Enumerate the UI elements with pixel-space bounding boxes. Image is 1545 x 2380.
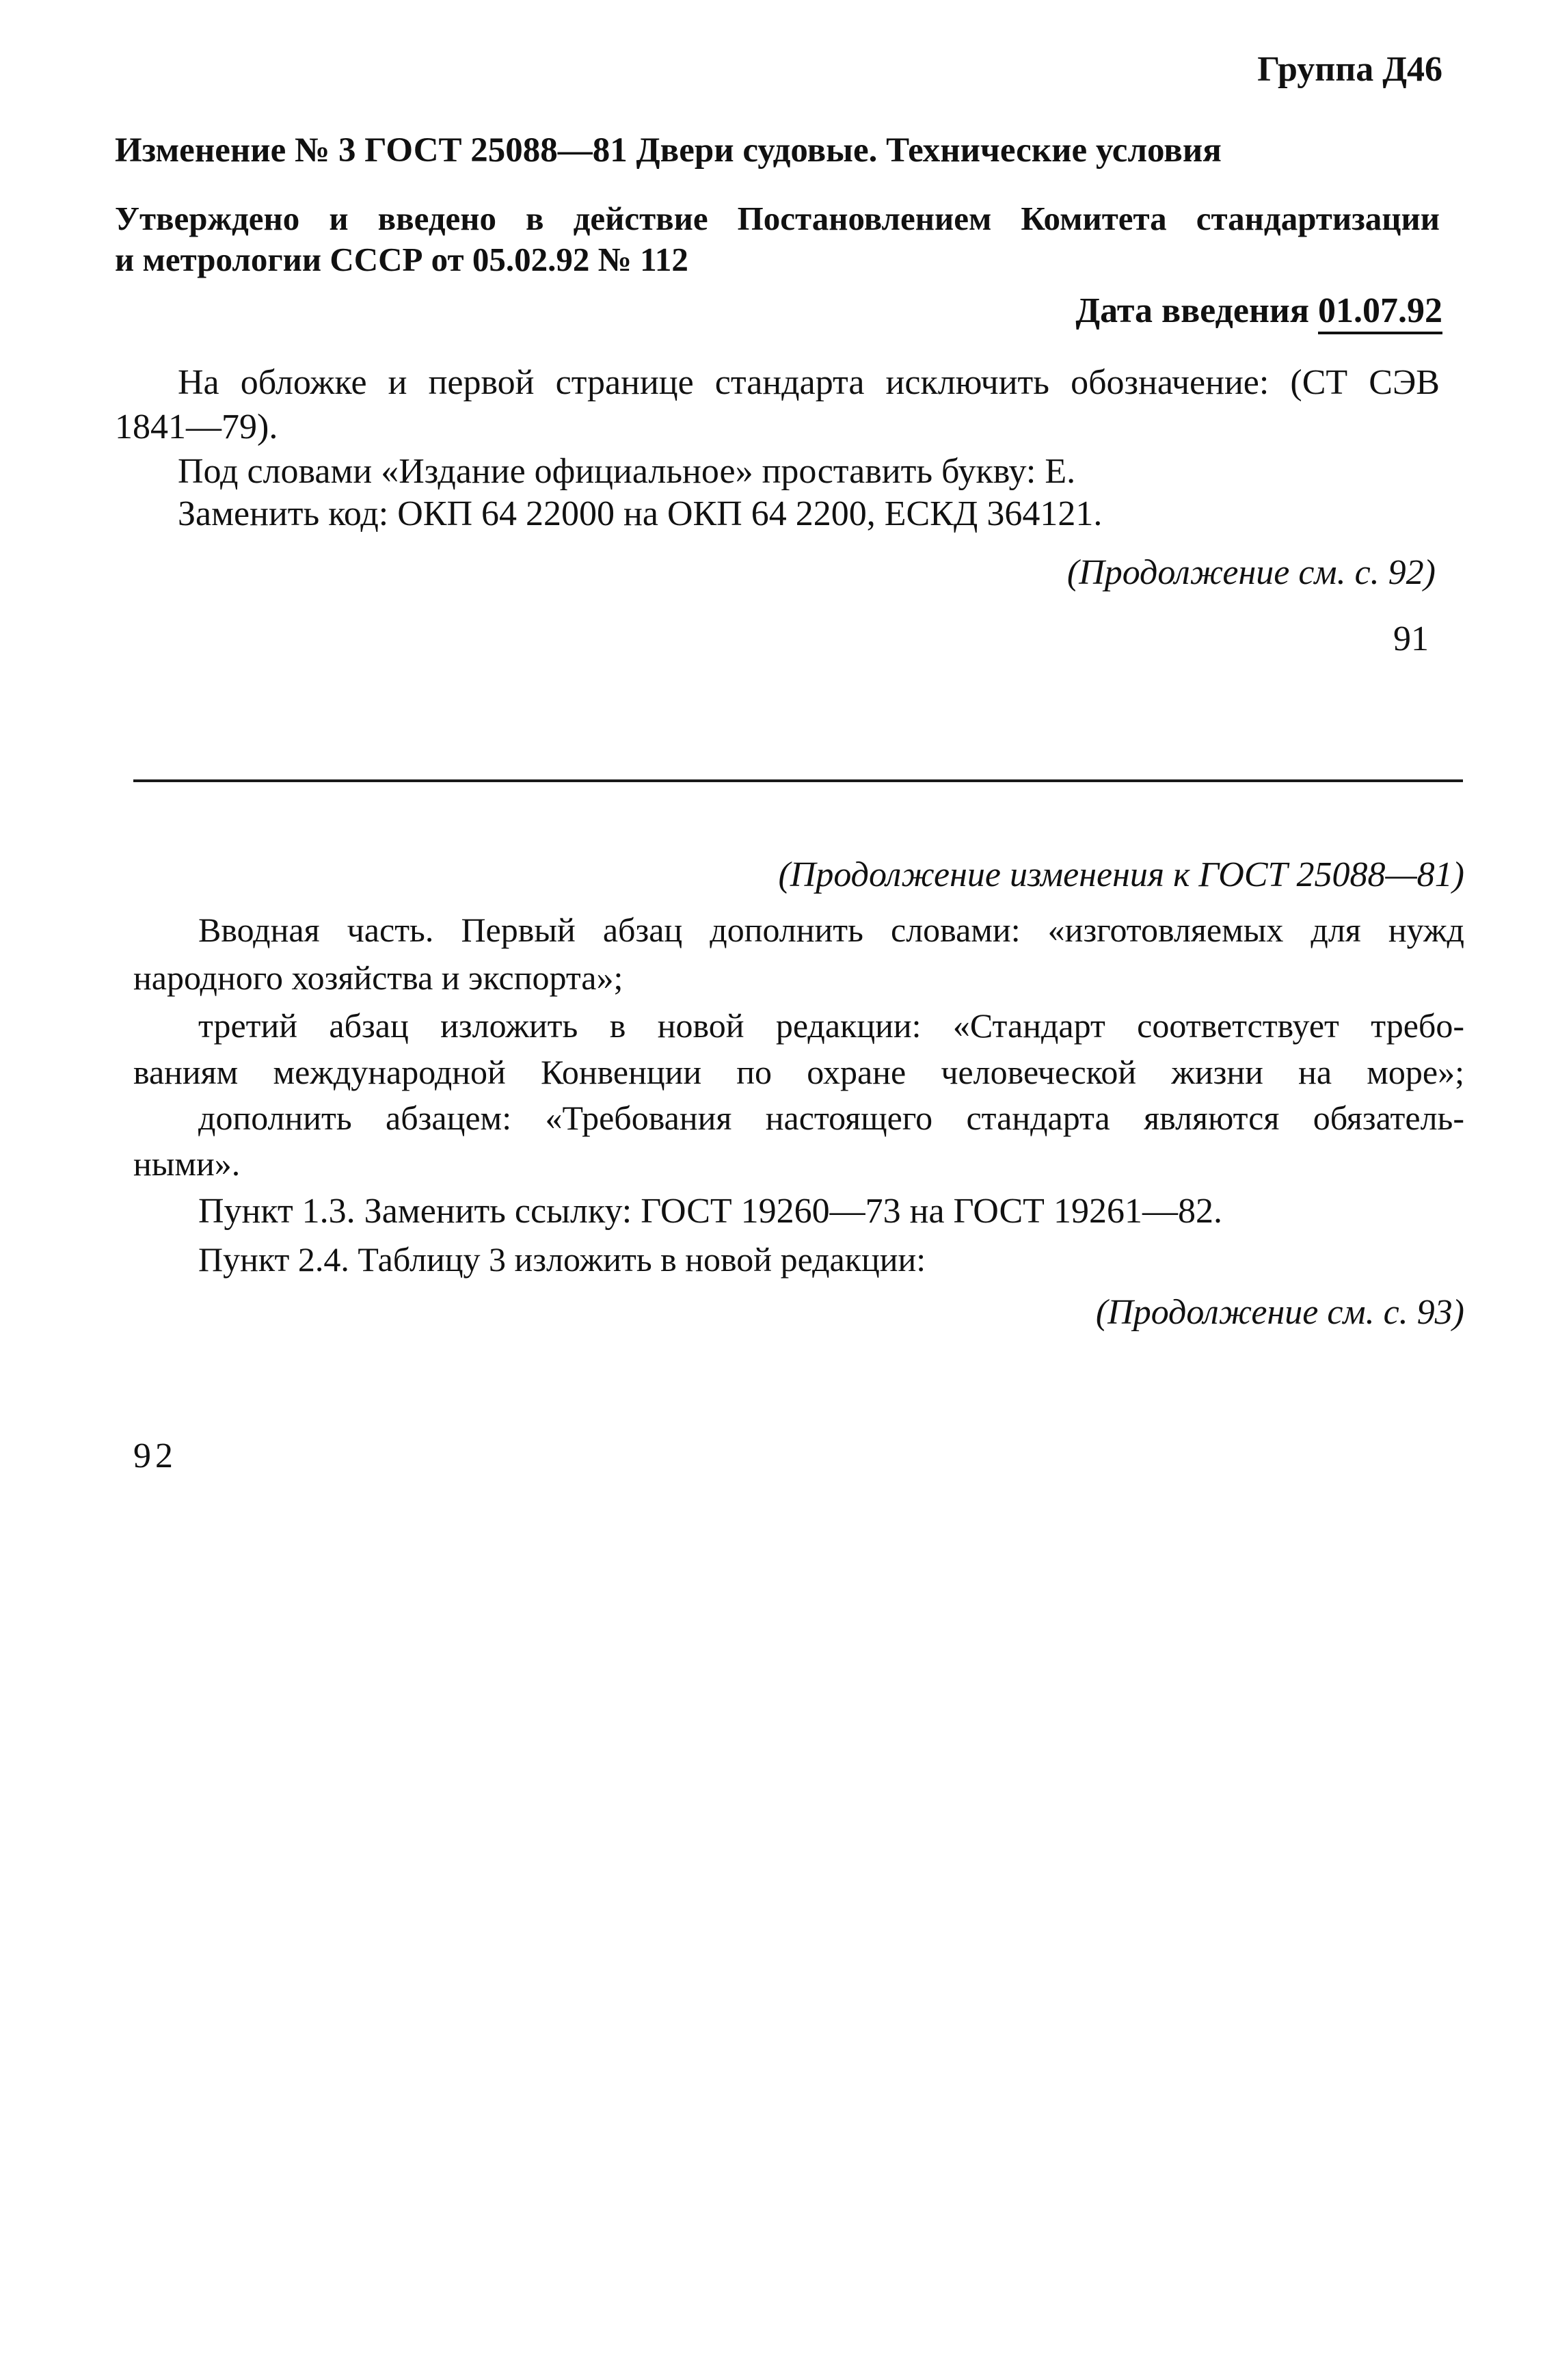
item-2-4: Пункт 2.4. Таблицу 3 изложить в новой редакции: — [198, 1240, 926, 1279]
intro-line-1: Вводная часть. Первый абзац дополнить словами: «изготовляемых для нужд — [198, 911, 1464, 949]
cover-line-2: 1841—79). — [115, 407, 278, 446]
page-number-92: 92 — [133, 1436, 177, 1475]
third-paragraph-line-1: третий абзац изложить в новой редакции: «Стандарт соответствует требо- — [198, 1006, 1464, 1045]
introduction-date — [1075, 291, 1442, 332]
edition-line: Под словами «Издание официальное» проставить букву: Е. — [178, 452, 1076, 491]
add-paragraph-line-1: дополнить абзацем: «Требования настоящего стандарта являются обязатель- — [198, 1099, 1464, 1137]
cover-line-1: На обложке и первой странице стандарта исключить обозначение: (СТ СЭВ — [178, 363, 1440, 402]
date-label: Дата введения — [1075, 291, 1309, 330]
approved-line-2: и метрологии СССР от 05.02.92 № 112 — [115, 241, 688, 278]
page-divider — [133, 779, 1463, 782]
change-title: Изменение № 3 ГОСТ 25088—81 Двери судовые. Технические условия — [115, 131, 1222, 170]
page-number-91: 91 — [1393, 619, 1429, 658]
continuation-note-92: (Продолжение см. с. 93) — [1095, 1293, 1464, 1332]
group-label: Группа Д46 — [1257, 50, 1442, 89]
approved-line-1: Утверждено и введено в действие Постановлением Комитета стандартизации — [115, 200, 1440, 237]
third-paragraph-line-2: ваниям международной Конвенции по охране человеческой жизни на море»; — [133, 1053, 1464, 1091]
continuation-note-91: (Продолжение см. с. 92) — [1066, 553, 1436, 592]
item-1-3: Пункт 1.3. Заменить ссылку: ГОСТ 19260—73 на ГОСТ 19261—82. — [198, 1192, 1222, 1231]
intro-line-2: народного хозяйства и экспорта»; — [133, 959, 623, 997]
continuation-header: (Продолжение изменения к ГОСТ 25088—81) — [778, 855, 1464, 894]
date-value: 01.07.92 — [1318, 291, 1442, 334]
add-paragraph-line-2: ными». — [133, 1145, 241, 1183]
code-line: Заменить код: ОКП 64 22000 на ОКП 64 2200, ЕСКД 364121. — [178, 494, 1103, 533]
